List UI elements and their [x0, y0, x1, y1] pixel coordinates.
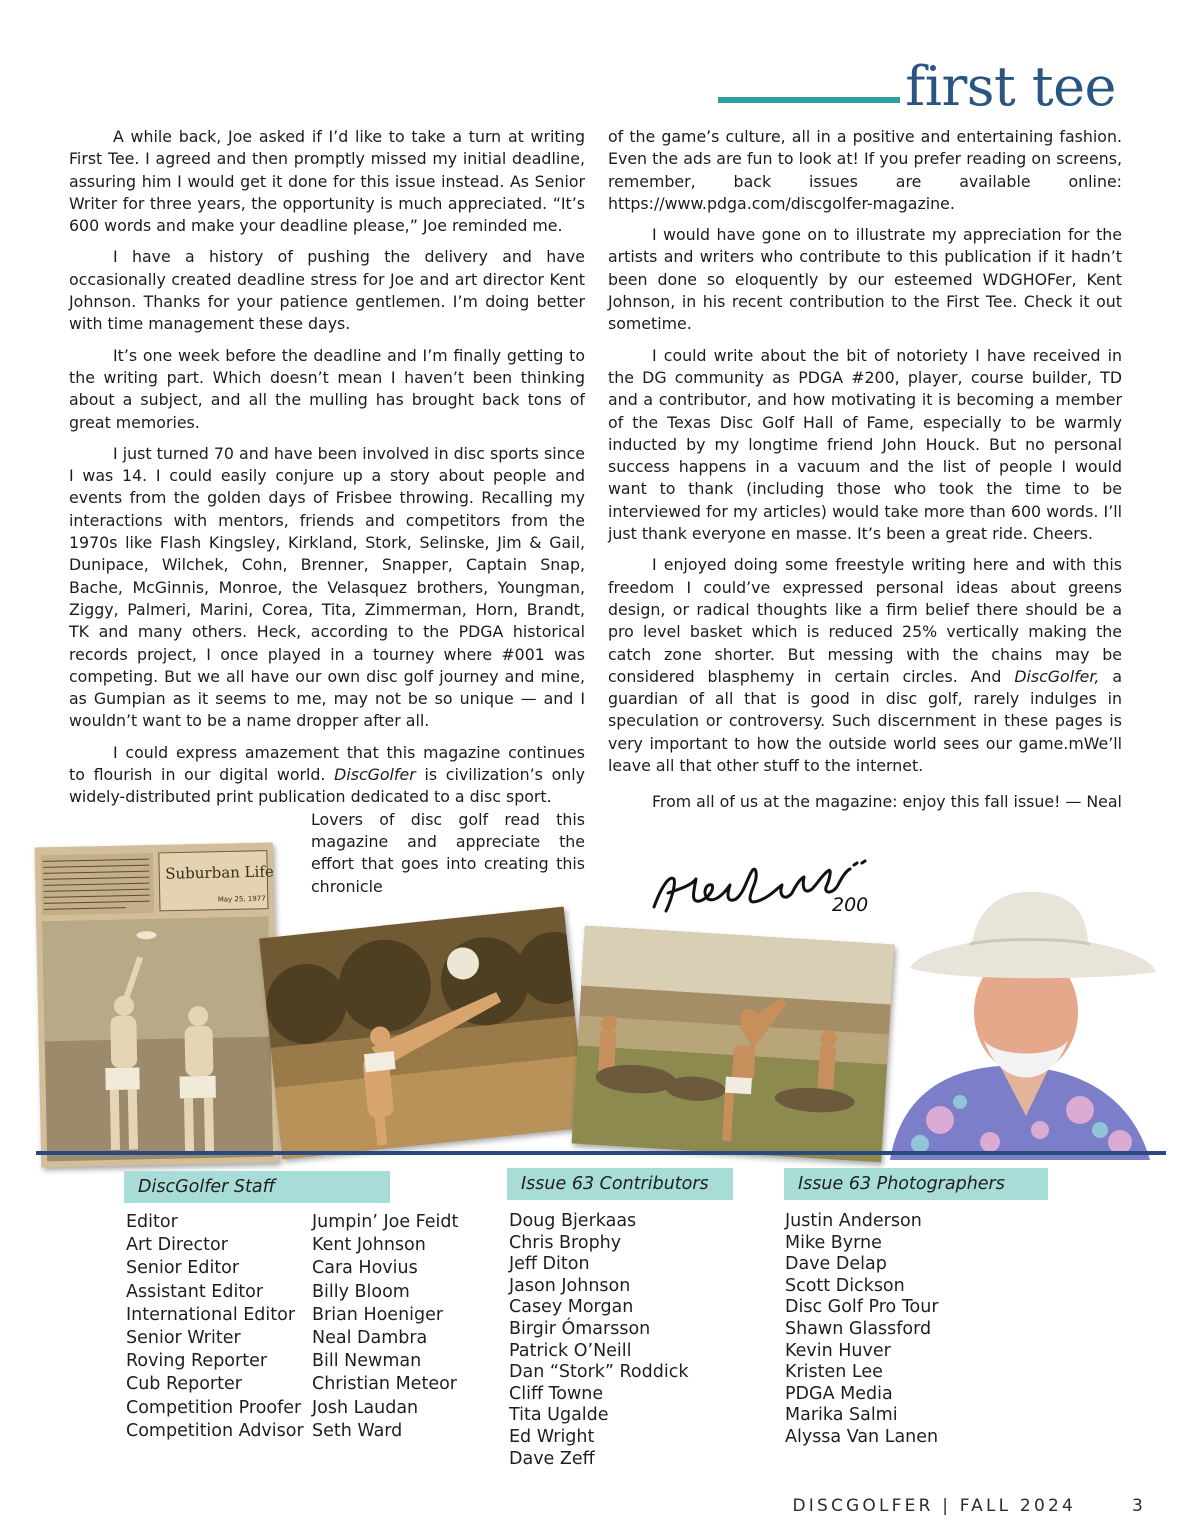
- contributor-name: Dan “Stork” Roddick: [509, 1362, 689, 1383]
- contributor-name: Jeff Diton: [509, 1254, 590, 1275]
- staff-role: Cub Reporter: [126, 1374, 242, 1395]
- author-portrait-photo: [850, 880, 1162, 1160]
- photographer-name: Kevin Huver: [785, 1340, 891, 1361]
- staff-name: Jumpin’ Joe Feidt: [312, 1212, 459, 1232]
- article-paragraph: I have a history of pushing the delivery and have occasionally created deadline stress for Joe and art director Kent Johnson. Thanks for your patience gentlemen. I’m doing better with time management these days.: [69, 247, 585, 334]
- staff-roles-list: [126, 1211, 304, 1443]
- magazine-name: DiscGolfer: [334, 765, 416, 785]
- staff-role: Senior Writer: [126, 1328, 241, 1349]
- contributors-list: [509, 1211, 688, 1470]
- staff-name: Christian Meteor: [312, 1374, 457, 1395]
- article-paragraph: [69, 742, 585, 809]
- staff-name: Bill Newman: [312, 1351, 422, 1372]
- disc-throw-kick-photo: [259, 907, 587, 1160]
- photographer-name: Dave Delap: [785, 1254, 887, 1275]
- photographer-name: PDGA Media: [785, 1383, 893, 1404]
- clipping-date: May 25, 1977: [217, 894, 266, 904]
- staff-role: Art Director: [126, 1235, 228, 1256]
- article-paragraph: A while back, Joe asked if I’d like to take a turn at writing First Tee. I agreed and then promptly missed my initial deadline, assuring him I would get it done for this issue instead. As Senior Writer for three years, the opportunity is much appreciated. “It’s 600 words and make your deadline please,” Joe reminded me.: [69, 127, 585, 236]
- photographer-name: Alyssa Van Lanen: [785, 1426, 939, 1447]
- clipping-masthead: Suburban Life: [165, 862, 274, 883]
- contributor-name: Tita Ugalde: [509, 1405, 609, 1426]
- article-paragraph: of the game’s culture, all in a positive and entertaining fashion. Even the ads are fun to look at! If you prefer reading on screens, remember, back issues are available online: https://www.pdga.com/discgolfer-magazine.: [608, 127, 1122, 213]
- paragraph-text: I could express amazement that this magazine continues to flourish in our digital world.: [69, 742, 585, 785]
- staff-header: DiscGolfer Staff: [124, 1171, 390, 1203]
- photographer-name: Shawn Glassford: [785, 1318, 932, 1339]
- magazine-name: DiscGolfer,: [1014, 666, 1100, 686]
- staff-name: Josh Laudan: [312, 1397, 419, 1418]
- photographer-name: Marika Salmi: [785, 1405, 898, 1426]
- article-paragraph: I could write about the bit of notoriety I have received in the DG community as PDGA #200, player, course builder, TD and a contributor, and how motivating it is becoming a member of the Texas Disc Golf Hall of Fame, especially to be warmly inducted by my longtime friend John Houck. But no personal success happens in a vacuum and the list of people I would want to thank (including those who took the time to be interviewed for my articles) would take more than 600 words. I’ll just thank everyone en masse. It’s been a great ride. Cheers.: [608, 345, 1122, 544]
- article-right-column: [608, 126, 1122, 823]
- staff-name: Neal Dambra: [312, 1328, 428, 1349]
- photographer-name: Mike Byrne: [785, 1232, 882, 1253]
- contributor-name: Ed Wright: [509, 1426, 595, 1447]
- newspaper-clipping-photo: [35, 843, 280, 1168]
- article-paragraph: I just turned 70 and have been involved in disc sports since I was 14. I could easily conjure up a story about people and events from the golden days of Frisbee throwing. Recalling my interactions with mentors, friends and competitors from the 1970s like Flash Kingsley, Kirkland, Stork, Selinske, Jim & Gail, Dunipace, Wilchek, Cohn, Brenner, Snapper, Captain Snap, Bache, McGinnis, Monroe, the Velasquez brothers, Youngman, Ziggy, Palmeri, Marini, Corea, Tita, Zimmerman, Horn, Brandt, TK and many others. Heck, according to the PDGA historical records project, I once played in a tourney where #001 was competing. But we all have our own disc golf journey and mine, as Gumpian as it seems to me, may not be so unique — and I wouldn’t want to be a name dropper after all.: [69, 443, 585, 731]
- bottom-divider-rule: [36, 1151, 1166, 1155]
- photographer-name: Disc Golf Pro Tour: [785, 1297, 939, 1318]
- article-left-column: [69, 126, 585, 896]
- contributor-name: Dave Zeff: [509, 1448, 595, 1469]
- contributor-name: Doug Bjerkaas: [509, 1211, 637, 1231]
- signature-number: 200: [832, 894, 869, 916]
- photographer-name: Kristen Lee: [785, 1362, 883, 1383]
- staff-role: Assistant Editor: [126, 1281, 264, 1302]
- paragraph-text: I enjoyed doing some freestyle writing here and with this freedom I could’ve expressed personal ideas about greens design, or radical thoughts like a firm belief there should be a pro level basket which is reduced 25% vertically making the catch zone shorter. But messing with the chains may be considered blasphemy in certain circles. And: [608, 555, 1122, 686]
- contributor-name: Casey Morgan: [509, 1297, 634, 1318]
- staff-name: Billy Bloom: [312, 1281, 410, 1302]
- paragraph-text: a guardian of all that is good in disc golf, rarely indulges in speculation or controversy. Such discernment in these pages is very important to how the outside world sees our game.mWe’ll leave all that other stuff to the internet.: [608, 666, 1122, 776]
- staff-role: Editor: [126, 1212, 178, 1232]
- disc-event-crowd-photo: [572, 926, 895, 1163]
- staff-names-list: [312, 1211, 458, 1443]
- staff-name: Cara Hovius: [312, 1258, 418, 1279]
- staff-role: International Editor: [126, 1304, 296, 1325]
- staff-role: Senior Editor: [126, 1258, 240, 1279]
- article-paragraph-wrap: Lovers of disc golf read this magazine and appreciate the effort that goes into creating this chronicle: [311, 809, 585, 896]
- staff-name: Brian Hoeniger: [312, 1304, 444, 1325]
- contributors-header: Issue 63 Contributors: [507, 1168, 733, 1200]
- article-paragraph: I would have gone on to illustrate my appreciation for the artists and writers who contribute to this publication if it hadn’t been done so eloquently by our esteemed WDGHOFer, Kent Johnson, in his recent contribution to the First Tee. Check it out sometime.: [608, 225, 1122, 334]
- contributor-name: Jason Johnson: [509, 1275, 631, 1296]
- contributor-name: Patrick O’Neill: [509, 1340, 632, 1361]
- contributor-name: Birgir Ómarsson: [509, 1318, 651, 1339]
- photographer-name: Justin Anderson: [785, 1211, 922, 1231]
- closing-line: From all of us at the magazine: enjoy this fall issue! — Neal: [652, 792, 1122, 812]
- staff-name: Kent Johnson: [312, 1235, 426, 1256]
- page-number: 3: [1132, 1496, 1143, 1516]
- footer-publication: DISCGOLFER | FALL 2024: [792, 1496, 1076, 1516]
- photographers-header: Issue 63 Photographers: [784, 1168, 1048, 1200]
- article-paragraph: It’s one week before the deadline and I’m finally getting to the writing part. Which doesn’t mean I haven’t been thinking about a subject, and all the mulling has brought back tons of great memories.: [69, 345, 585, 432]
- section-title: first tee: [905, 55, 1116, 118]
- contributor-name: Chris Brophy: [509, 1232, 622, 1253]
- photographer-name: Scott Dickson: [785, 1275, 905, 1296]
- staff-role: Competition Proofer: [126, 1397, 302, 1418]
- paragraph-text: is civilization’s only widely-distributed print publication dedicated to a disc sport.: [69, 765, 585, 807]
- staff-role: Competition Advisor: [126, 1420, 304, 1441]
- staff-name: Seth Ward: [312, 1420, 403, 1441]
- contributor-name: Cliff Towne: [509, 1383, 604, 1404]
- header-teal-rule: [718, 97, 900, 103]
- staff-role: Roving Reporter: [126, 1351, 268, 1372]
- photographers-list: [785, 1211, 939, 1449]
- article-paragraph: [608, 554, 1122, 777]
